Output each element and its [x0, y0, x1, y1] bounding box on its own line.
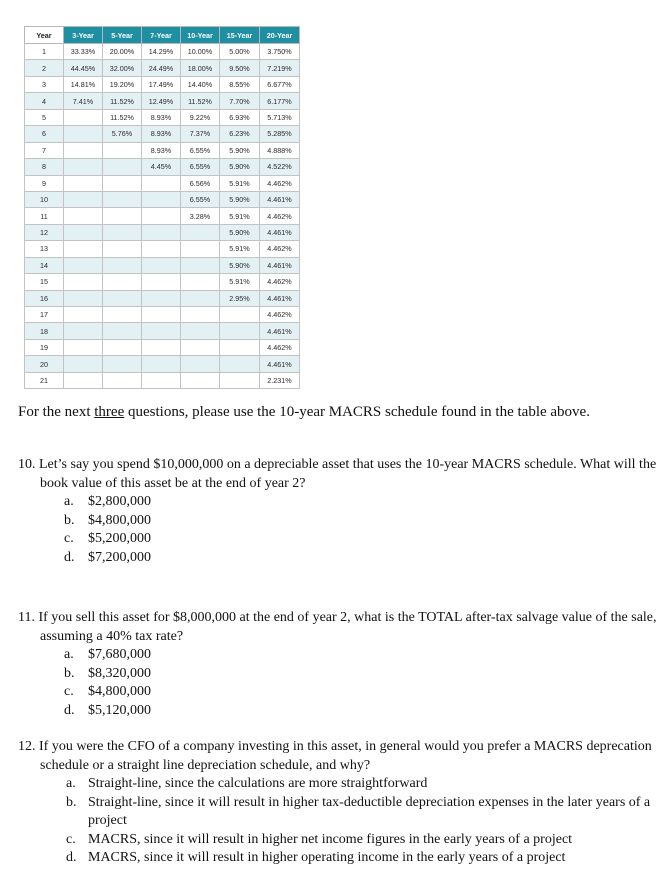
choice-text: $8,320,000 — [88, 665, 151, 681]
rate-cell: 5.285% — [260, 126, 300, 142]
choice-text: $2,800,000 — [88, 494, 151, 509]
rate-cell: 6.56% — [181, 175, 220, 191]
rate-cell — [103, 191, 142, 207]
macrs-table — [24, 26, 300, 389]
rate-cell: 14.40% — [181, 76, 220, 92]
answer-choices — [18, 775, 658, 868]
rate-cell — [142, 323, 181, 339]
rate-cell: 4.462% — [260, 241, 300, 257]
rate-cell: 2.95% — [220, 290, 260, 306]
table-row — [25, 307, 300, 323]
rate-cell: 7.70% — [220, 93, 260, 109]
rate-cell: 10.00% — [181, 44, 220, 60]
rate-cell: 11.52% — [181, 93, 220, 109]
rate-cell: 33.33% — [64, 44, 103, 60]
intro-underlined: three — [94, 404, 125, 420]
choice-text: MACRS, since it will result in higher operating income in the early years of a project — [88, 850, 566, 865]
rate-cell — [64, 109, 103, 125]
rate-cell — [181, 356, 220, 372]
choice-b — [18, 665, 658, 684]
rate-cell — [103, 224, 142, 240]
rate-cell: 2.231% — [260, 372, 300, 388]
header-10-year: 10-Year — [181, 27, 220, 44]
table-row — [25, 60, 300, 76]
choice-a — [18, 646, 658, 665]
year-cell: 18 — [25, 323, 64, 339]
rate-cell — [142, 208, 181, 224]
rate-cell: 4.888% — [260, 142, 300, 158]
intro-before: For the next — [18, 404, 95, 420]
rate-cell — [142, 372, 181, 388]
intro-after: questions, please use the 10-year MACRS schedule found in the table above. — [124, 404, 590, 420]
rate-cell — [64, 307, 103, 323]
table-row — [25, 257, 300, 273]
rate-cell — [142, 175, 181, 191]
rate-cell — [142, 290, 181, 306]
rate-cell — [64, 126, 103, 142]
rate-cell: 12.49% — [142, 93, 181, 109]
rate-cell: 5.00% — [220, 44, 260, 60]
rate-cell — [181, 323, 220, 339]
rate-cell: 4.45% — [142, 159, 181, 175]
rate-cell: 11.52% — [103, 93, 142, 109]
rate-cell — [64, 224, 103, 240]
macrs-table-body — [25, 44, 300, 389]
rate-cell: 5.76% — [103, 126, 142, 142]
choice-c — [18, 831, 658, 850]
rate-cell: 4.462% — [260, 208, 300, 224]
table-row — [25, 224, 300, 240]
rate-cell: 6.55% — [181, 142, 220, 158]
rate-cell: 5.90% — [220, 257, 260, 273]
choice-letter: b. — [64, 512, 75, 528]
choice-letter: a. — [66, 776, 76, 791]
rate-cell: 5.91% — [220, 208, 260, 224]
year-cell: 5 — [25, 109, 64, 125]
rate-cell: 17.49% — [142, 76, 181, 92]
answer-choices — [18, 646, 658, 720]
rate-cell — [220, 307, 260, 323]
rate-cell: 6.55% — [181, 191, 220, 207]
rate-cell: 4.462% — [260, 339, 300, 355]
rate-cell: 8.93% — [142, 142, 181, 158]
rate-cell — [181, 307, 220, 323]
rate-cell: 7.41% — [64, 93, 103, 109]
table-row — [25, 126, 300, 142]
rate-cell — [64, 290, 103, 306]
rate-cell — [103, 307, 142, 323]
year-cell: 16 — [25, 290, 64, 306]
choice-letter: d. — [64, 702, 75, 718]
choice-c — [18, 683, 658, 702]
rate-cell: 8.93% — [142, 109, 181, 125]
header-5-year: 5-Year — [103, 27, 142, 44]
year-cell: 6 — [25, 126, 64, 142]
rate-cell: 14.29% — [142, 44, 181, 60]
rate-cell: 5.90% — [220, 191, 260, 207]
rate-cell — [220, 372, 260, 388]
rate-cell — [64, 175, 103, 191]
table-row — [25, 142, 300, 158]
question-12 — [18, 738, 658, 868]
rate-cell: 8.55% — [220, 76, 260, 92]
year-cell: 9 — [25, 175, 64, 191]
rate-cell — [142, 274, 181, 290]
table-row — [25, 159, 300, 175]
answer-choices — [18, 493, 658, 567]
table-row — [25, 44, 300, 60]
rate-cell — [142, 356, 181, 372]
rate-cell: 4.461% — [260, 257, 300, 273]
rate-cell: 24.49% — [142, 60, 181, 76]
header-7-year: 7-Year — [142, 27, 181, 44]
header-row — [25, 27, 300, 44]
rate-cell — [64, 274, 103, 290]
table-row — [25, 274, 300, 290]
table-row — [25, 290, 300, 306]
rate-cell — [103, 290, 142, 306]
table-row — [25, 356, 300, 372]
intro-paragraph — [18, 403, 638, 422]
rate-cell — [181, 339, 220, 355]
choice-text: $7,200,000 — [88, 549, 151, 565]
year-cell: 14 — [25, 257, 64, 273]
rate-cell: 5.713% — [260, 109, 300, 125]
choice-text: Straight-line, since it will result in higher tax-deductible depreciation expenses in the later years of a project — [88, 794, 651, 828]
rate-cell — [64, 241, 103, 257]
year-cell: 21 — [25, 372, 64, 388]
rate-cell: 4.462% — [260, 307, 300, 323]
rate-cell: 20.00% — [103, 44, 142, 60]
rate-cell — [103, 356, 142, 372]
rate-cell — [142, 191, 181, 207]
year-cell: 17 — [25, 307, 64, 323]
year-cell: 10 — [25, 191, 64, 207]
rate-cell — [103, 241, 142, 257]
table-row — [25, 339, 300, 355]
year-cell: 1 — [25, 44, 64, 60]
table-row — [25, 241, 300, 257]
rate-cell: 4.461% — [260, 290, 300, 306]
choice-letter: b. — [64, 665, 75, 681]
rate-cell — [142, 257, 181, 273]
choice-d — [18, 549, 658, 568]
rate-cell: 4.461% — [260, 191, 300, 207]
rate-cell: 5.90% — [220, 159, 260, 175]
choice-text: $7,680,000 — [88, 647, 151, 662]
rate-cell: 3.28% — [181, 208, 220, 224]
rate-cell: 4.462% — [260, 274, 300, 290]
choice-b — [18, 512, 658, 531]
rate-cell: 32.00% — [103, 60, 142, 76]
choice-letter: a. — [64, 647, 74, 662]
rate-cell — [103, 142, 142, 158]
rate-cell — [181, 257, 220, 273]
rate-cell: 7.37% — [181, 126, 220, 142]
choice-d — [18, 849, 658, 868]
year-cell: 2 — [25, 60, 64, 76]
choice-letter: c. — [64, 684, 74, 699]
rate-cell — [103, 175, 142, 191]
header-15-year: 15-Year — [220, 27, 260, 44]
rate-cell: 6.177% — [260, 93, 300, 109]
rate-cell: 4.522% — [260, 159, 300, 175]
rate-cell — [142, 241, 181, 257]
choice-c — [18, 530, 658, 549]
rate-cell — [64, 191, 103, 207]
rate-cell: 4.462% — [260, 175, 300, 191]
table-row — [25, 175, 300, 191]
rate-cell — [103, 323, 142, 339]
header-20-year: 20-Year — [260, 27, 300, 44]
rate-cell — [220, 356, 260, 372]
rate-cell — [64, 257, 103, 273]
rate-cell — [220, 323, 260, 339]
rate-cell — [142, 339, 181, 355]
rate-cell — [103, 339, 142, 355]
rate-cell — [181, 274, 220, 290]
rate-cell: 5.91% — [220, 175, 260, 191]
header-year: Year — [25, 27, 64, 44]
choice-text: Straight-line, since the calculations are more straightforward — [88, 776, 428, 791]
rate-cell: 5.91% — [220, 241, 260, 257]
rate-cell: 8.93% — [142, 126, 181, 142]
year-cell: 15 — [25, 274, 64, 290]
choice-text: $4,800,000 — [88, 684, 151, 699]
choice-letter: b. — [66, 794, 77, 810]
rate-cell: 7.219% — [260, 60, 300, 76]
rate-cell — [103, 274, 142, 290]
rate-cell: 19.20% — [103, 76, 142, 92]
choice-b — [18, 794, 658, 831]
table-row — [25, 93, 300, 109]
table-row — [25, 76, 300, 92]
table-row — [25, 109, 300, 125]
year-cell: 19 — [25, 339, 64, 355]
rate-cell — [181, 372, 220, 388]
rate-cell — [64, 159, 103, 175]
year-cell: 8 — [25, 159, 64, 175]
rate-cell: 6.93% — [220, 109, 260, 125]
rate-cell: 11.52% — [103, 109, 142, 125]
rate-cell — [64, 356, 103, 372]
rate-cell — [181, 224, 220, 240]
year-cell: 7 — [25, 142, 64, 158]
rate-cell: 4.461% — [260, 323, 300, 339]
choice-letter: c. — [66, 831, 76, 847]
choice-a — [18, 775, 658, 794]
rate-cell — [103, 372, 142, 388]
rate-cell: 44.45% — [64, 60, 103, 76]
macrs-table-header — [25, 27, 300, 44]
rate-cell — [103, 257, 142, 273]
rate-cell — [142, 224, 181, 240]
rate-cell — [64, 208, 103, 224]
rate-cell: 9.22% — [181, 109, 220, 125]
year-cell: 13 — [25, 241, 64, 257]
rate-cell: 4.461% — [260, 356, 300, 372]
header-3-year: 3-Year — [64, 27, 103, 44]
choice-letter: a. — [64, 494, 74, 509]
choice-letter: c. — [64, 531, 74, 546]
rate-cell — [181, 290, 220, 306]
choice-text: MACRS, since it will result in higher net income figures in the early years of a project — [88, 831, 573, 847]
rate-cell — [64, 323, 103, 339]
choice-letter: d. — [66, 850, 77, 865]
year-cell: 12 — [25, 224, 64, 240]
choice-a — [18, 493, 658, 512]
rate-cell: 18.00% — [181, 60, 220, 76]
rate-cell: 6.23% — [220, 126, 260, 142]
rate-cell — [64, 142, 103, 158]
question-stem: 10. Let’s say you spend $10,000,000 on a depreciable asset that uses the 10-year MACRS schedule. What will the book value of this asset be at the end of year 2? — [18, 457, 657, 491]
rate-cell: 5.90% — [220, 224, 260, 240]
rate-cell — [181, 241, 220, 257]
year-cell: 4 — [25, 93, 64, 109]
rate-cell — [64, 339, 103, 355]
rate-cell — [220, 339, 260, 355]
question-10 — [18, 456, 658, 567]
rate-cell: 9.50% — [220, 60, 260, 76]
choice-text: $4,800,000 — [88, 512, 151, 528]
rate-cell — [103, 208, 142, 224]
table-row — [25, 323, 300, 339]
choice-text: $5,120,000 — [88, 702, 151, 718]
choice-letter: d. — [64, 549, 75, 565]
question-stem: 11. If you sell this asset for $8,000,000 at the end of year 2, what is the TOTAL after-tax salvage value of the sale, assuming a 40% tax rate? — [18, 610, 657, 644]
rate-cell — [64, 372, 103, 388]
rate-cell: 4.461% — [260, 224, 300, 240]
choice-text: $5,200,000 — [88, 531, 151, 546]
rate-cell: 6.55% — [181, 159, 220, 175]
year-cell: 20 — [25, 356, 64, 372]
rate-cell: 5.91% — [220, 274, 260, 290]
table-row — [25, 372, 300, 388]
rate-cell: 14.81% — [64, 76, 103, 92]
table-row — [25, 208, 300, 224]
year-cell: 3 — [25, 76, 64, 92]
rate-cell — [103, 159, 142, 175]
choice-d — [18, 702, 658, 721]
table-row — [25, 191, 300, 207]
rate-cell: 3.750% — [260, 44, 300, 60]
year-cell: 11 — [25, 208, 64, 224]
question-stem: 12. If you were the CFO of a company investing in this asset, in general would you prefer a MACRS deprecation schedule or a straight line depreciation schedule, and why? — [18, 739, 652, 773]
question-11 — [18, 609, 658, 720]
rate-cell: 5.90% — [220, 142, 260, 158]
rate-cell: 6.677% — [260, 76, 300, 92]
rate-cell — [142, 307, 181, 323]
